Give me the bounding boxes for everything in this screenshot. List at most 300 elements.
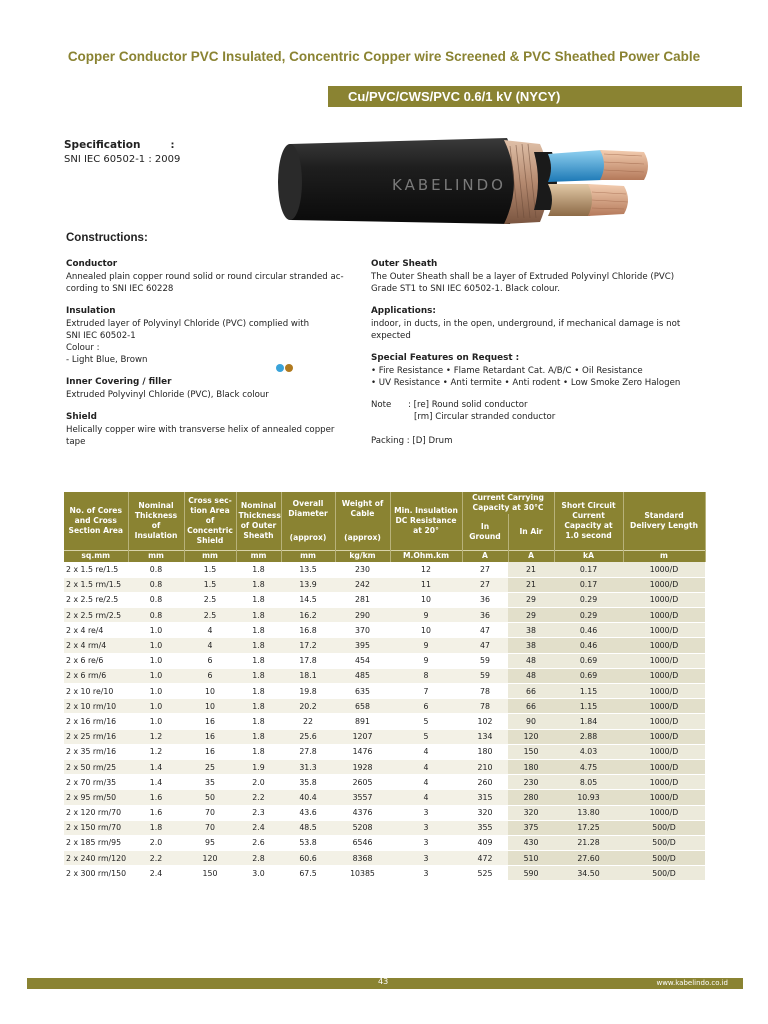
header-weight-sub: (approx) [344, 532, 381, 542]
table-cell: 1.8 [236, 577, 281, 592]
table-row [64, 577, 705, 592]
table-cell: 1.8 [236, 684, 281, 699]
table-cell: 1.15 [554, 699, 623, 714]
table-cell: 19.8 [281, 684, 335, 699]
table-body [64, 562, 705, 881]
table-cell: 150 [184, 866, 236, 881]
unit-cell: mm [184, 550, 236, 562]
construction-block [66, 376, 351, 401]
table-cell: 0.17 [554, 577, 623, 592]
table-cell: 2 x 95 rm/50 [64, 790, 128, 805]
table-cell: 454 [335, 653, 390, 668]
construction-block [66, 258, 351, 295]
table-cell: 8.05 [554, 775, 623, 790]
table-cell: 17.25 [554, 820, 623, 835]
table-cell: 60.6 [281, 851, 335, 866]
table-cell: 67.5 [281, 866, 335, 881]
table-cell: 0.8 [128, 562, 184, 577]
table-cell: 27.60 [554, 851, 623, 866]
table-cell: 1000/D [623, 699, 705, 714]
table-cell: 2.6 [236, 835, 281, 850]
table-cell: 1000/D [623, 592, 705, 607]
table-cell: 0.17 [554, 562, 623, 577]
table-cell: 16.2 [281, 608, 335, 623]
table-cell: 0.8 [128, 577, 184, 592]
table-cell: 2.5 [184, 592, 236, 607]
table-cell: 3 [390, 805, 462, 820]
table-cell: 2 x 1.5 re/1.5 [64, 562, 128, 577]
table-cell: 27 [462, 562, 508, 577]
header-cores: No. of Cores and Cross Section Area [64, 492, 128, 550]
table-cell: 1.0 [128, 623, 184, 638]
table-cell: 375 [508, 820, 554, 835]
table-cell: 4376 [335, 805, 390, 820]
table-cell: 500/D [623, 866, 705, 881]
table-row [64, 851, 705, 866]
table-cell: 1000/D [623, 744, 705, 759]
table-cell: 3 [390, 835, 462, 850]
footer-url: www.kabelindo.co.id [656, 979, 728, 987]
table-cell: 4.03 [554, 744, 623, 759]
specification-value: SNI IEC 60502-1 : 2009 [64, 154, 181, 165]
table-cell: 2605 [335, 775, 390, 790]
cable-data-table [64, 492, 706, 881]
table-cell: 2 x 35 rm/16 [64, 744, 128, 759]
table-cell: 260 [462, 775, 508, 790]
block-heading: Conductor [66, 259, 118, 269]
table-cell: 21 [508, 577, 554, 592]
unit-cell: kg/km [335, 550, 390, 562]
table-cell: 180 [462, 744, 508, 759]
construction-block [371, 305, 701, 342]
table-cell: 4 [184, 638, 236, 653]
table-cell: 2.3 [236, 805, 281, 820]
table-row [64, 592, 705, 607]
table-cell: 48 [508, 668, 554, 683]
table-cell: 3 [390, 851, 462, 866]
table-cell: 5 [390, 729, 462, 744]
table-cell: 1.2 [128, 729, 184, 744]
table-cell: 5 [390, 714, 462, 729]
header-insulation-resistance: Min. Insulation DC Resistance at 20° [390, 492, 462, 550]
table-cell: 10 [184, 684, 236, 699]
table-row [64, 866, 705, 881]
header-diameter [281, 492, 335, 550]
table-cell: 6 [184, 653, 236, 668]
unit-cell: A [462, 550, 508, 562]
table-cell: 1.0 [128, 714, 184, 729]
header-delivery: Standard Delivery Length [623, 492, 705, 550]
table-cell: 891 [335, 714, 390, 729]
table-row [64, 668, 705, 683]
table-cell: 14.5 [281, 592, 335, 607]
table-cell: 1.8 [236, 638, 281, 653]
table-cell: 70 [184, 805, 236, 820]
table-cell: 2 x 300 rm/150 [64, 866, 128, 881]
table-cell: 25.6 [281, 729, 335, 744]
table-cell: 8 [390, 668, 462, 683]
insulation-colour-swatches [276, 357, 294, 376]
table-cell: 102 [462, 714, 508, 729]
table-cell: 395 [335, 638, 390, 653]
table-cell: 1928 [335, 759, 390, 774]
table-cell: 1000/D [623, 653, 705, 668]
table-row [64, 820, 705, 835]
brand-text: KABELINDO [392, 176, 506, 194]
table-cell: 510 [508, 851, 554, 866]
note-label: Note [371, 400, 392, 410]
table-cell: 1.0 [128, 699, 184, 714]
table-row [64, 805, 705, 820]
table-cell: 18.1 [281, 668, 335, 683]
table-cell: 1000/D [623, 623, 705, 638]
table-row [64, 744, 705, 759]
table-cell: 6546 [335, 835, 390, 850]
table-cell: 5208 [335, 820, 390, 835]
table-cell: 35 [184, 775, 236, 790]
table-cell: 11 [390, 577, 462, 592]
table-cell: 210 [462, 759, 508, 774]
table-cell: 280 [508, 790, 554, 805]
cable-type-banner: Cu/PVC/CWS/PVC 0.6/1 kV (NYCY) [328, 86, 742, 107]
table-cell: 1.5 [184, 577, 236, 592]
table-row [64, 623, 705, 638]
table-cell: 0.46 [554, 623, 623, 638]
table-cell: 1000/D [623, 714, 705, 729]
unit-cell: mm [236, 550, 281, 562]
construction-right-column [371, 258, 701, 457]
table-cell: 16 [184, 714, 236, 729]
packing-text: Packing : [D] Drum [371, 436, 453, 446]
table-cell: 21 [508, 562, 554, 577]
table-cell: 4 [390, 744, 462, 759]
table-cell: 66 [508, 684, 554, 699]
table-row [64, 608, 705, 623]
table-cell: 0.8 [128, 592, 184, 607]
table-cell: 1000/D [623, 577, 705, 592]
table-cell: 1.8 [236, 699, 281, 714]
block-heading: Special Features on Request : [371, 353, 520, 363]
unit-cell: M.Ohm.km [390, 550, 462, 562]
specification-label: Specification [64, 139, 141, 151]
table-row [64, 653, 705, 668]
table-row [64, 714, 705, 729]
block-text: Helically copper wire with transverse helix of annealed copper tape [66, 425, 335, 447]
table-cell: 2 x 2.5 re/2.5 [64, 592, 128, 607]
document-title: Copper Conductor PVC Insulated, Concentric Copper wire Screened & PVC Sheathed Power Cable [67, 49, 701, 64]
table-cell: 16.8 [281, 623, 335, 638]
unit-cell: sq.mm [64, 550, 128, 562]
table-cell: 2 x 2.5 rm/2.5 [64, 608, 128, 623]
table-cell: 1.5 [184, 562, 236, 577]
table-cell: 13.9 [281, 577, 335, 592]
unit-cell: mm [128, 550, 184, 562]
table-cell: 2 x 50 rm/25 [64, 759, 128, 774]
table-cell: 2 x 70 rm/35 [64, 775, 128, 790]
table-cell: 8368 [335, 851, 390, 866]
table-cell: 1000/D [623, 729, 705, 744]
table-cell: 1000/D [623, 562, 705, 577]
table-cell: 320 [508, 805, 554, 820]
table-cell: 13.5 [281, 562, 335, 577]
table-cell: 355 [462, 820, 508, 835]
table-cell: 1.2 [128, 744, 184, 759]
note-line: [rm] Circular stranded conductor [414, 412, 556, 422]
table-cell: 40.4 [281, 790, 335, 805]
table-cell: 6 [184, 668, 236, 683]
table-cell: 1.8 [128, 820, 184, 835]
table-cell: 90 [508, 714, 554, 729]
units-row [64, 550, 705, 562]
table-cell: 409 [462, 835, 508, 850]
table-cell: 635 [335, 684, 390, 699]
table-cell: 1.8 [236, 562, 281, 577]
table-cell: 38 [508, 638, 554, 653]
table-cell: 0.46 [554, 638, 623, 653]
table-cell: 34.50 [554, 866, 623, 881]
table-row [64, 790, 705, 805]
light-blue-swatch-icon [276, 364, 284, 372]
header-in-air: In Air [508, 514, 554, 550]
block-text: • Fire Resistance • Flame Retardant Cat. A/B/C • Oil Resistance • UV Resistance • Anti termite • Anti rodent • Low Smoke Zero Halogen [371, 366, 681, 388]
table-row [64, 775, 705, 790]
table-cell: 16 [184, 744, 236, 759]
table-cell: 525 [462, 866, 508, 881]
table-cell: 1.6 [128, 790, 184, 805]
table-row [64, 638, 705, 653]
table-cell: 10385 [335, 866, 390, 881]
table-cell: 1.15 [554, 684, 623, 699]
table-cell: 1.8 [236, 592, 281, 607]
table-cell: 2 x 10 re/10 [64, 684, 128, 699]
table-cell: 31.3 [281, 759, 335, 774]
table-cell: 0.29 [554, 608, 623, 623]
table-cell: 150 [508, 744, 554, 759]
table-cell: 35.8 [281, 775, 335, 790]
block-text: Annealed plain copper round solid or round circular stranded ac- cording to SNI IEC 60228 [66, 272, 344, 294]
table-cell: 370 [335, 623, 390, 638]
table-cell: 25 [184, 759, 236, 774]
table-cell: 4 [184, 623, 236, 638]
table-cell: 120 [508, 729, 554, 744]
table-cell: 0.8 [128, 608, 184, 623]
header-outer-sheath: Nominal Thickness of Outer Sheath [236, 492, 281, 550]
cable-photo [272, 132, 672, 232]
table-cell: 2 x 10 rm/10 [64, 699, 128, 714]
table-cell: 1.0 [128, 684, 184, 699]
table-cell: 20.2 [281, 699, 335, 714]
table-cell: 38 [508, 623, 554, 638]
table-cell: 66 [508, 699, 554, 714]
table-cell: 1.84 [554, 714, 623, 729]
block-heading: Applications: [371, 306, 436, 316]
header-current-group: Current Carrying Capacity at 30°C [462, 492, 554, 514]
table-cell: 2.88 [554, 729, 623, 744]
table-cell: 2 x 4 re/4 [64, 623, 128, 638]
table-cell: 1.0 [128, 638, 184, 653]
table-cell: 50 [184, 790, 236, 805]
table-cell: 7 [390, 684, 462, 699]
table-row [64, 684, 705, 699]
table-cell: 2 x 120 rm/70 [64, 805, 128, 820]
table-cell: 3.0 [236, 866, 281, 881]
unit-cell: A [508, 550, 554, 562]
header-in-ground: In Ground [462, 514, 508, 550]
table-cell: 1000/D [623, 638, 705, 653]
table-cell: 2 x 16 rm/16 [64, 714, 128, 729]
block-heading: Insulation [66, 306, 116, 316]
table-cell: 1.8 [236, 608, 281, 623]
table-cell: 320 [462, 805, 508, 820]
table-cell: 17.8 [281, 653, 335, 668]
table-cell: 78 [462, 684, 508, 699]
specification-block [64, 138, 180, 167]
table-cell: 2.0 [128, 835, 184, 850]
table-row [64, 759, 705, 774]
table-cell: 70 [184, 820, 236, 835]
table-cell: 9 [390, 608, 462, 623]
table-cell: 1000/D [623, 668, 705, 683]
table-cell: 485 [335, 668, 390, 683]
construction-block [66, 411, 351, 448]
table-cell: 472 [462, 851, 508, 866]
table-cell: 47 [462, 623, 508, 638]
table-cell: 500/D [623, 851, 705, 866]
table-cell: 1.6 [128, 805, 184, 820]
table-cell: 242 [335, 577, 390, 592]
table-cell: 1000/D [623, 759, 705, 774]
block-text: The Outer Sheath shall be a layer of Extruded Polyvinyl Chloride (PVC) Grade ST1 to SNI IEC 60502-1. Black colour. [371, 272, 675, 294]
table-cell: 1476 [335, 744, 390, 759]
table-cell: 3 [390, 820, 462, 835]
table-cell: 48 [508, 653, 554, 668]
table-cell: 180 [508, 759, 554, 774]
table-cell: 2 x 6 rm/6 [64, 668, 128, 683]
table-cell: 1.8 [236, 744, 281, 759]
block-heading: Outer Sheath [371, 259, 438, 269]
header-shield-area: Cross sec-tion Area of Concentric Shield [184, 492, 236, 550]
table-cell: 10 [390, 592, 462, 607]
table-row [64, 729, 705, 744]
table-cell: 1000/D [623, 608, 705, 623]
table-cell: 1.0 [128, 653, 184, 668]
table-cell: 658 [335, 699, 390, 714]
table-cell: 1000/D [623, 790, 705, 805]
table-cell: 120 [184, 851, 236, 866]
table-cell: 4 [390, 790, 462, 805]
note-block [371, 399, 701, 423]
unit-cell: mm [281, 550, 335, 562]
table-cell: 4 [390, 759, 462, 774]
table-cell: 2.0 [236, 775, 281, 790]
table-cell: 315 [462, 790, 508, 805]
table-cell: 4 [390, 775, 462, 790]
table-cell: 1.8 [236, 714, 281, 729]
table-cell: 1207 [335, 729, 390, 744]
table-cell: 2.5 [184, 608, 236, 623]
table-cell: 36 [462, 592, 508, 607]
table-cell: 1.9 [236, 759, 281, 774]
table-cell: 22 [281, 714, 335, 729]
table-cell: 500/D [623, 820, 705, 835]
table-cell: 3557 [335, 790, 390, 805]
table-cell: 4.75 [554, 759, 623, 774]
block-heading: Inner Covering / filler [66, 377, 172, 387]
table-cell: 230 [508, 775, 554, 790]
table-cell: 0.69 [554, 653, 623, 668]
table-cell: 2.2 [236, 790, 281, 805]
construction-block [371, 258, 701, 295]
table-cell: 21.28 [554, 835, 623, 850]
table-row [64, 562, 705, 577]
table-cell: 78 [462, 699, 508, 714]
packing-block [371, 435, 701, 447]
specification-colon: : [170, 140, 175, 151]
table-cell: 281 [335, 592, 390, 607]
table-row [64, 835, 705, 850]
table-cell: 17.2 [281, 638, 335, 653]
table-cell: 2.4 [236, 820, 281, 835]
table-cell: 9 [390, 653, 462, 668]
table-cell: 2 x 185 rm/95 [64, 835, 128, 850]
table-cell: 3 [390, 866, 462, 881]
table-cell: 1.8 [236, 653, 281, 668]
header-short-circuit: Short Circuit Current Capacity at 1.0 second [554, 492, 623, 550]
unit-cell: kA [554, 550, 623, 562]
constructions-heading: Constructions: [66, 232, 148, 244]
header-weight [335, 492, 390, 550]
table-cell: 2 x 4 rm/4 [64, 638, 128, 653]
table-cell: 0.29 [554, 592, 623, 607]
table-cell: 1000/D [623, 775, 705, 790]
table-cell: 43.6 [281, 805, 335, 820]
table-cell: 1.4 [128, 759, 184, 774]
table-cell: 590 [508, 866, 554, 881]
table-cell: 1.4 [128, 775, 184, 790]
unit-cell: m [623, 550, 705, 562]
table-cell: 27.8 [281, 744, 335, 759]
table-row [64, 699, 705, 714]
table-cell: 47 [462, 638, 508, 653]
table-cell: 430 [508, 835, 554, 850]
construction-block [371, 352, 701, 389]
table-cell: 53.8 [281, 835, 335, 850]
table-cell: 2 x 25 rm/16 [64, 729, 128, 744]
table-cell: 1000/D [623, 805, 705, 820]
table-cell: 500/D [623, 835, 705, 850]
table-cell: 48.5 [281, 820, 335, 835]
table-cell: 16 [184, 729, 236, 744]
block-text: Extruded layer of Polyvinyl Chloride (PVC) complied with SNI IEC 60502-1 Colour : - Light Blue, Brown [66, 319, 310, 365]
header-thickness: Nominal Thickness of Insulation [128, 492, 184, 550]
table-cell: 230 [335, 562, 390, 577]
table-cell: 1000/D [623, 684, 705, 699]
table-cell: 2 x 1.5 rm/1.5 [64, 577, 128, 592]
table-cell: 59 [462, 653, 508, 668]
table-cell: 290 [335, 608, 390, 623]
table-cell: 1.8 [236, 623, 281, 638]
table-cell: 6 [390, 699, 462, 714]
table-cell: 95 [184, 835, 236, 850]
table-cell: 0.69 [554, 668, 623, 683]
header-weight-label: Weight of Cable [341, 498, 384, 518]
table-cell: 29 [508, 608, 554, 623]
table-cell: 10.93 [554, 790, 623, 805]
page-number: 43 [378, 977, 389, 986]
block-text: Extruded Polyvinyl Chloride (PVC), Black colour [66, 390, 269, 400]
table-cell: 1.0 [128, 668, 184, 683]
table-cell: 9 [390, 638, 462, 653]
